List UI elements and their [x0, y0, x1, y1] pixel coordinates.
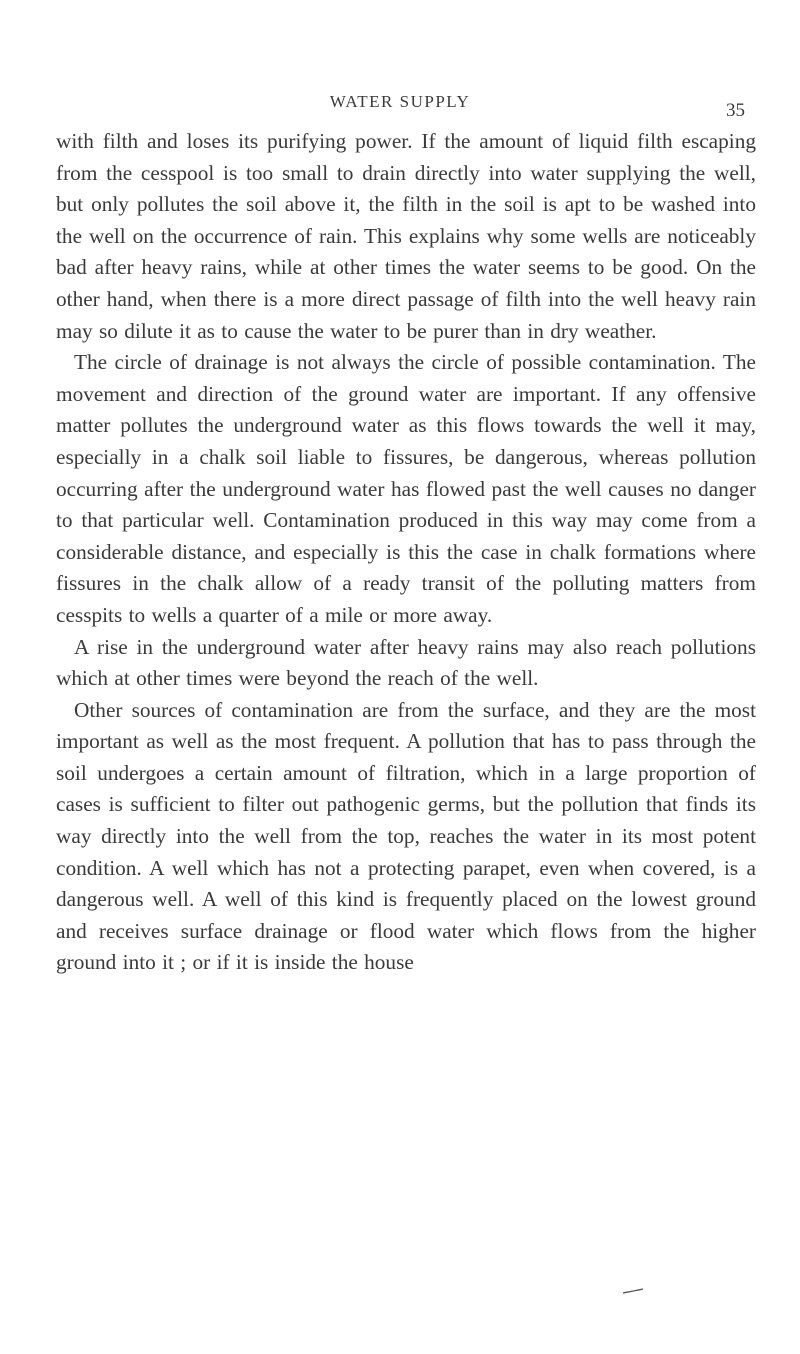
paragraph: A rise in the underground water after heavy rains may also reach pollutions which at other times were beyond the reach of the well.	[56, 634, 756, 691]
ink-mark	[622, 1288, 644, 1294]
paragraph: The circle of drainage is not always the circle of possible contamination. The movement and direction of the ground water are important. If any offensive matter pollutes the underground water as this flows towards the well it may, especially in a chalk soil liable to fissures, be dangerous, whereas pollution occurring after the underground water has flowed past the well causes no danger to that particular well. Contamination produced in this way may come from a considerable distance, and especially is this the case in chalk formations where fissures in the chalk allow of a ready transit of the polluting matters from cesspits to wells a quarter of a mile or more away.	[56, 350, 756, 627]
paragraph: Other sources of contamination are from the surface, and they are the most important as well as the most frequent. A pollution that has to pass through the soil undergoes a certain amount of filtration, which in a large proportion of cases is sufficient to filter out pathogenic germs, but the pollution that finds its way directly into the well from the top, reaches the water in its most potent condition. A well which has not a protecting parapet, even when covered, is a dangerous well. A well of this kind is frequently placed on the lowest ground and receives surface drainage or flood water which flows from the higher ground into it ; or if it is inside the house	[56, 697, 756, 975]
running-head: WATER SUPPLY	[329, 92, 471, 111]
paragraph: with filth and loses its purifying power. If the amount of liquid filth escaping from the cesspool is too small to drain directly into water supplying the well, but only pollutes the soil above it, the filth in the soil is apt to be washed into the well on the occurrence of rain. This explains why some wells are noticeably bad after heavy rains, while at other times the water seems to be good. On the other hand, when there is a more direct passage of filth into the well heavy rain may so dilute it as to cause the water to be purer than in dry weather.	[56, 129, 756, 343]
body-text	[56, 126, 756, 979]
page-number: 35	[726, 100, 745, 121]
